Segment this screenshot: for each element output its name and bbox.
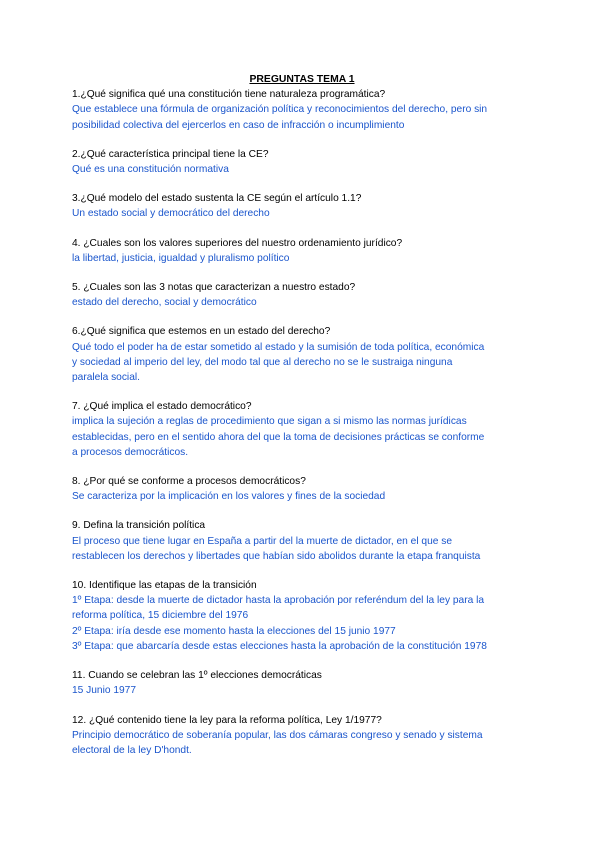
document-page <box>72 72 532 772</box>
answer-line: posibilidad colectiva del ejercerlos en caso de infracción o incumplimiento <box>72 119 405 131</box>
answer-line: 15 Junio 1977 <box>72 685 137 697</box>
answer-text <box>72 251 532 266</box>
answer-text <box>72 295 532 310</box>
answer-line: establecidas, pero en el sentido ahora del que la toma de decisiones prácticas se conforme <box>72 431 485 443</box>
answer-line: 2º Etapa: iría desde ese momento hasta la elecciones del 15 junio 1977 <box>72 625 396 637</box>
answer-line: 3º Etapa: que abarcaría desde estas elecciones hasta la aprobación de la constitución 1978 <box>72 640 487 652</box>
answer-line: 1º Etapa: desde la muerte de dictador hasta la aprobación por referéndum del la ley para la <box>72 595 485 607</box>
answer-line: Qué todo el poder ha de estar sometido al estado y la sumisión de toda política, económica <box>72 341 485 353</box>
document-title: PREGUNTAS TEMA 1 <box>249 74 355 85</box>
question-text: 9. Defina la transición política <box>72 520 206 532</box>
answer-text <box>72 728 532 758</box>
question-text: 10. Identifique las etapas de la transición <box>72 580 257 592</box>
qa-item-2 <box>72 147 532 177</box>
question-text: 5. ¿Cuales son las 3 notas que caracterizan a nuestro estado? <box>72 282 356 294</box>
answer-text <box>72 534 532 564</box>
qa-item-10 <box>72 578 532 654</box>
question-text: 12. ¿Qué contenido tiene la ley para la reforma política, Ley 1/1977? <box>72 714 382 726</box>
answer-line: Que establece una fórmula de organización política y reconocimientos del derecho, pero sin <box>72 104 488 116</box>
qa-item-5 <box>72 280 532 310</box>
answer-line: paralela social. <box>72 372 140 384</box>
qa-item-1 <box>72 87 532 133</box>
qa-item-6 <box>72 324 532 385</box>
qa-list <box>72 87 532 758</box>
question-text: 3.¿Qué modelo del estado sustenta la CE según el artículo 1.1? <box>72 193 362 205</box>
answer-line: a procesos democráticos. <box>72 446 189 458</box>
question-text: 1.¿Qué significa qué una constitución tiene naturaleza programática? <box>72 89 386 101</box>
answer-line: reforma política, 15 diciembre del 1976 <box>72 610 249 622</box>
answer-text <box>72 593 532 654</box>
answer-line: Principio democrático de soberanía popular, las dos cámaras congreso y senado y sistema <box>72 729 483 741</box>
question-text: 4. ¿Cuales son los valores superiores del nuestro ordenamiento jurídico? <box>72 237 403 249</box>
answer-line: implica la sujeción a reglas de procedimiento que sigan a si mismo las normas jurídicas <box>72 416 467 428</box>
qa-item-11 <box>72 668 532 698</box>
qa-item-7 <box>72 399 532 460</box>
answer-line: y sociedad al imperio del ley, del modo tal que al derecho no se le sustraiga ninguna <box>72 356 453 368</box>
answer-text <box>72 414 532 460</box>
qa-item-12 <box>72 713 532 759</box>
qa-item-4 <box>72 236 532 266</box>
question-text: 2.¿Qué característica principal tiene la CE? <box>72 148 269 160</box>
answer-text <box>72 340 532 386</box>
answer-line: electoral de la ley D'hondt. <box>72 744 192 756</box>
answer-text <box>72 489 532 504</box>
question-text: 8. ¿Por qué se conforme a procesos democráticos? <box>72 476 306 488</box>
answer-line: Qué es una constitución normativa <box>72 164 229 176</box>
answer-line: la libertad, justicia, igualdad y pluralismo político <box>72 252 290 264</box>
answer-line: El proceso que tiene lugar en España a partir del la muerte de dictador, en el que se <box>72 535 453 547</box>
answer-text <box>72 102 532 132</box>
answer-text <box>72 683 532 698</box>
question-text: 11. Cuando se celebran las 1º elecciones democráticas <box>72 670 322 682</box>
answer-line: Un estado social y democrático del derecho <box>72 208 270 220</box>
answer-line: estado del derecho, social y democrático <box>72 297 257 309</box>
qa-item-8 <box>72 474 532 504</box>
answer-text <box>72 206 532 221</box>
qa-item-9 <box>72 518 532 564</box>
question-text: 6.¿Qué significa que estemos en un estado del derecho? <box>72 326 331 338</box>
answer-line: restablecen los derechos y libertades que habían sido abolidos durante la etapa franquista <box>72 550 481 562</box>
qa-item-3 <box>72 191 532 221</box>
answer-text <box>72 162 532 177</box>
answer-line: Se caracteriza por la implicación en los valores y fines de la sociedad <box>72 491 386 503</box>
question-text: 7. ¿Qué implica el estado democrático? <box>72 401 252 413</box>
